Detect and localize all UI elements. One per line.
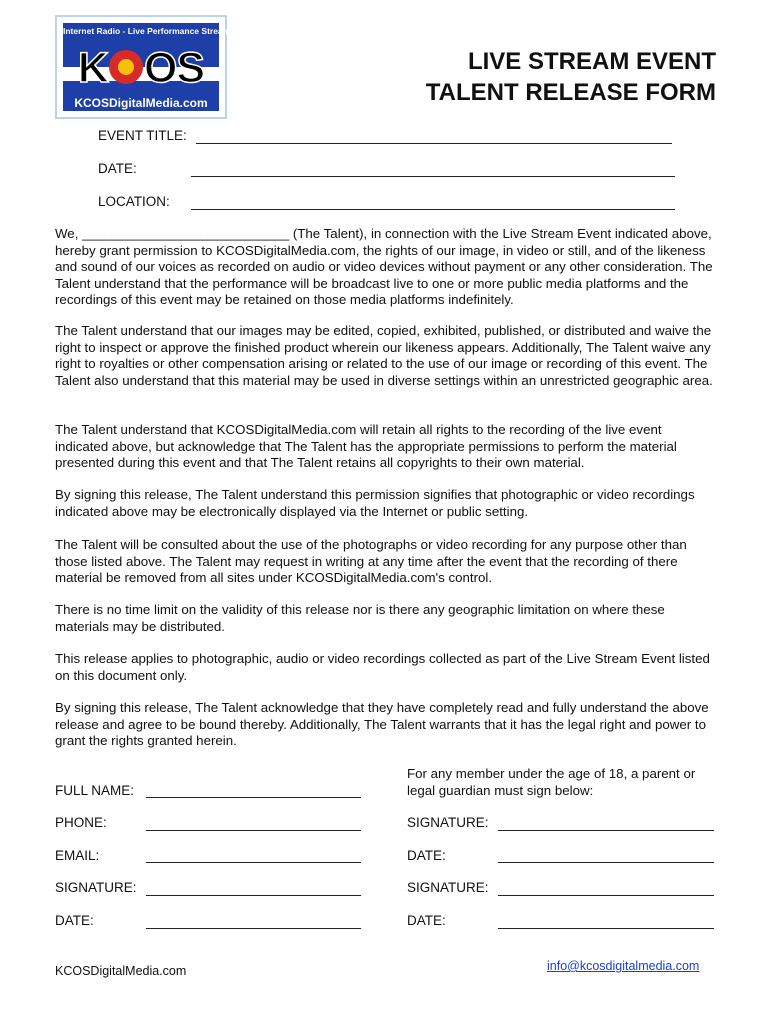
phone-label: PHONE: — [55, 815, 107, 830]
talent-date-label: DATE: — [55, 913, 94, 928]
paragraph-scope: This release applies to photographic, audio or video recordings collected as part of the Live Stream Event listed on this document only. — [55, 651, 710, 683]
logo-tagline: Internet Radio - Live Performance Streaming — [63, 23, 219, 39]
paragraph-grant: We, ____________________________ (The Talent), in connection with the Live Stream Event indicated above, hereby grant permission to KCOSDigitalMedia.com, the rights of our image, in video or still, and of the likeness and sound of our voices as recorded on audio or video devices without payment or any other consideration. The Talent understand that the performance will be broadcast live to one or more public media platforms and the recordings of this event may be retained on those media platforms indefinitely. — [55, 226, 713, 307]
event-date-field[interactable] — [191, 176, 675, 177]
kcos-logo — [55, 15, 243, 119]
full-name-label: FULL NAME: — [55, 783, 135, 798]
guardian-signature-field-2[interactable] — [498, 895, 714, 896]
logo-c-emblem-icon — [109, 50, 143, 84]
guardian-date-label-2: DATE: — [407, 913, 446, 928]
guardian-date-label-1: DATE: — [407, 848, 446, 863]
title-line-2: TALENT RELEASE FORM — [425, 79, 716, 106]
talent-signature-field[interactable] — [146, 895, 361, 896]
guardian-note: For any member under the age of 18, a parent or legal guardian must sign below: — [407, 766, 696, 798]
event-title-field[interactable] — [196, 143, 672, 144]
title-line-1: LIVE STREAM EVENT — [467, 48, 716, 75]
talent-signature-label: SIGNATURE: — [55, 880, 137, 895]
paragraph-rights: The Talent understand that KCOSDigitalMedia.com will retain all rights to the recording of the live event indicated above, but acknowledge that The Talent has the appropriate permissions to perform the material presented during this event and that The Talent retains all copyrights to their own material. — [55, 422, 677, 470]
footer-site: KCOSDigitalMedia.com — [55, 964, 187, 978]
logo-site: KCOSDigitalMedia.com — [63, 81, 219, 111]
guardian-signature-field-1[interactable] — [498, 830, 714, 831]
paragraph-editing: The Talent understand that our images may be edited, copied, exhibited, published, or distributed and waive the right to inspect or approve the finished product wherein our likeness appears. Additionally, The Talent waive any right to royalties or other compensation arising or related to the use of our image or recording of this event. The Talent also understand that this material may be used in diverse settings within an unrestricted geographic area. — [55, 323, 713, 388]
paragraph-consultation: The Talent will be consulted about the use of the photographs or video recording for any purpose other than those listed above. The Talent may request in writing at any time after the event that the recording of there material be removed from all sites under KCOSDigitalMedia.com's control. — [55, 537, 687, 585]
form-title — [426, 46, 716, 108]
phone-field[interactable] — [146, 830, 361, 831]
logo-letters: K OS — [77, 44, 205, 92]
event-date-label: DATE: — [98, 161, 137, 176]
paragraph-display: By signing this release, The Talent understand this permission signifies that photographic or video recordings indicated above may be electronically displayed via the Internet or public setting. — [55, 487, 695, 519]
guardian-date-field-2[interactable] — [498, 928, 714, 929]
guardian-date-field-1[interactable] — [498, 862, 714, 863]
email-label: EMAIL: — [55, 848, 100, 863]
talent-date-field[interactable] — [146, 928, 361, 929]
email-field[interactable] — [146, 862, 361, 863]
location-field[interactable] — [191, 209, 675, 210]
paragraph-time-limit: There is no time limit on the validity of this release nor is there any geographic limitation on where these materials may be distributed. — [55, 602, 665, 634]
event-title-label: EVENT TITLE: — [98, 128, 187, 143]
guardian-signature-label-1: SIGNATURE: — [407, 815, 489, 830]
guardian-signature-label-2: SIGNATURE: — [407, 880, 489, 895]
paragraph-acknowledge: By signing this release, The Talent acknowledge that they have completely read and fully understand the above release and agree to be bound thereby. Additionally, The Talent warrants that it has the legal right and power to grant the rights granted herein. — [55, 700, 709, 748]
footer-email-link[interactable]: info@kcosdigitalmedia.com — [547, 959, 700, 973]
location-label: LOCATION: — [98, 194, 170, 209]
full-name-field[interactable] — [146, 797, 361, 798]
